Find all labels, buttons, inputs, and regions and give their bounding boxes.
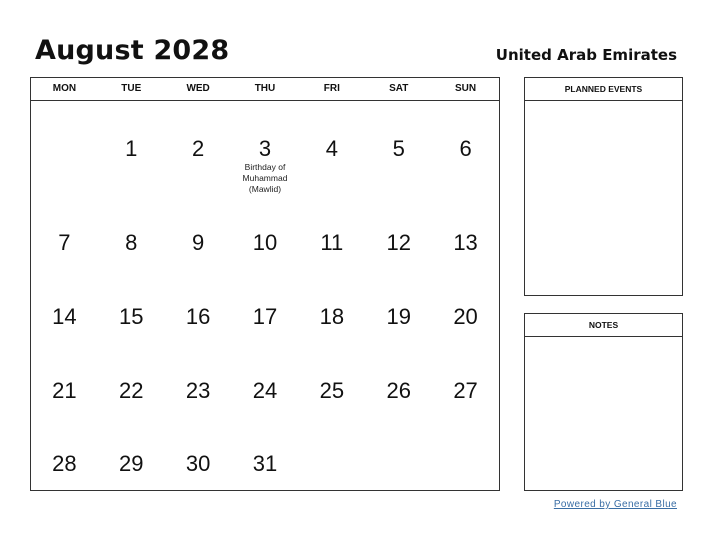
day-cell (365, 195, 432, 269)
day-number: 17 (252, 303, 278, 329)
day-cell (432, 343, 499, 417)
day-cell (31, 101, 98, 195)
day-number: 7 (58, 230, 71, 255)
day-cell (31, 343, 98, 417)
country-name: United Arab Emirates (495, 46, 677, 64)
day-cell (165, 195, 232, 269)
day-cell (165, 269, 232, 343)
powered-by-link[interactable]: Powered by General Blue (553, 499, 677, 510)
day-cell (232, 269, 299, 343)
weekday-sun: SUN (455, 83, 477, 94)
day-number: 9 (192, 230, 205, 255)
day-number: 30 (185, 451, 211, 477)
weekday-header-row (31, 78, 499, 101)
day-number: 6 (459, 136, 472, 161)
weekday-wed: WED (186, 83, 210, 94)
day-number: 12 (386, 230, 411, 255)
day-cell (165, 101, 232, 195)
day-cell (165, 343, 232, 417)
day-cell (31, 269, 98, 343)
day-cell (98, 101, 165, 195)
weekday-fri: FRI (323, 83, 340, 94)
day-cell (232, 101, 299, 195)
day-cell (98, 416, 165, 490)
day-number: 26 (386, 377, 411, 403)
day-number: 2 (192, 136, 205, 161)
day-cell (31, 416, 98, 490)
planned-events-header: PLANNED EVENTS (525, 78, 682, 101)
day-number: 16 (185, 303, 211, 329)
day-cell (98, 195, 165, 269)
calendar-weeks (31, 101, 499, 490)
day-number: 25 (319, 377, 345, 403)
day-cell (232, 343, 299, 417)
day-number: 29 (119, 451, 144, 477)
day-number: 27 (453, 377, 478, 403)
day-cell (98, 269, 165, 343)
calendar-grid (30, 77, 500, 491)
day-cell (365, 101, 432, 195)
weekday-thu: THU (254, 83, 276, 94)
day-number: 28 (52, 451, 77, 477)
day-number: 20 (453, 303, 478, 329)
day-number: 15 (119, 303, 144, 329)
day-number: 11 (320, 230, 344, 255)
day-number: 4 (325, 136, 338, 161)
weekday-tue: TUE (121, 83, 142, 94)
day-cell (31, 195, 98, 269)
day-number: 8 (125, 230, 138, 255)
notes-panel (524, 313, 683, 491)
day-cell (298, 416, 365, 490)
day-number: 21 (52, 377, 77, 403)
day-number: 10 (252, 230, 278, 255)
notes-header: NOTES (525, 314, 682, 337)
day-number: 13 (453, 230, 478, 255)
day-cell (165, 416, 232, 490)
holiday-label: Birthday of Muhammad (Mawlid) (242, 162, 288, 194)
day-cell (432, 195, 499, 269)
day-number: 24 (252, 377, 278, 403)
day-cell (365, 343, 432, 417)
day-number: 22 (119, 377, 144, 403)
day-cell (298, 269, 365, 343)
day-number: 14 (52, 303, 77, 329)
day-cell (232, 416, 299, 490)
day-number: 1 (125, 136, 138, 161)
day-cell (298, 343, 365, 417)
day-cell (432, 416, 499, 490)
day-cell (98, 343, 165, 417)
planned-events-panel (524, 77, 683, 296)
day-cell (365, 416, 432, 490)
day-cell (432, 101, 499, 195)
day-number: 19 (386, 303, 411, 329)
page-title: August 2028 (35, 35, 230, 66)
day-cell (365, 269, 432, 343)
day-cell (298, 195, 365, 269)
day-number: 31 (252, 451, 278, 477)
day-cell (232, 195, 299, 269)
day-number: 18 (319, 303, 345, 329)
day-number: 3 (258, 136, 272, 161)
day-cell (298, 101, 365, 195)
day-number: 5 (392, 136, 405, 161)
day-cell (432, 269, 499, 343)
weekday-mon: MON (52, 83, 77, 94)
weekday-sat: SAT (389, 83, 409, 94)
day-number: 23 (185, 377, 211, 403)
